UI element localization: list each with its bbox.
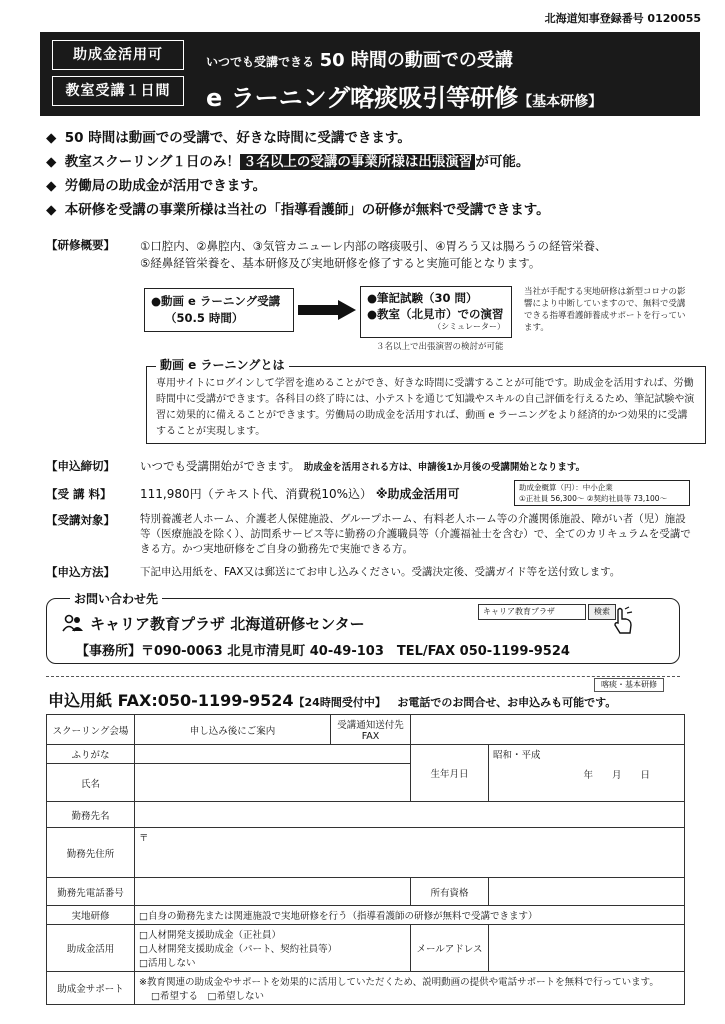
cut-line [46, 676, 680, 677]
deadline-text: いつでも受講開始ができます。 助成金を活用される方は、申請後1か月後の受講開始となります。 [140, 459, 586, 473]
fee-subsidy-box: 助成金概算（円）：中小企業 ①正社員 56,300～ ②契約社員等 73,100～ [514, 480, 690, 506]
classroom-badge: 教室受講１日間 [52, 76, 184, 106]
phone-field[interactable] [135, 878, 411, 906]
fee-label: 【受 講 料】 [46, 487, 112, 501]
overview-label: 【研修概要】 [46, 238, 115, 252]
furigana-field[interactable] [135, 745, 411, 764]
fax-label: 受講通知送付先FAX [331, 715, 411, 745]
flow-arrow-icon [298, 300, 356, 320]
diamond-icon: ◆ [46, 154, 57, 170]
address-field[interactable]: 〒 [135, 828, 685, 878]
feature-item: ◆ 教室スクーリング１日のみ！ ３名以上の受講の事業所様は出張演習 が可能。 [46, 150, 706, 174]
email-field[interactable] [489, 925, 685, 972]
schooling-label: スクーリング会場 [47, 715, 135, 745]
flow-under-note: ３名以上で出張演習の検討が可能 [376, 342, 504, 352]
contact-org: キャリア教育プラザ 北海道研修センター [90, 615, 365, 633]
registration-number: 北海道知事登録番号 0120055 [544, 12, 701, 25]
highlight-text: ３名以上の受講の事業所様は出張演習 [240, 154, 476, 170]
qualification-label: 所有資格 [411, 878, 489, 906]
qualification-field[interactable] [489, 878, 685, 906]
subsidy-badge: 助成金活用可 [52, 40, 184, 70]
feature-item: ◆ 50 時間は動画での受講で、好きな時間に受講できます。 [46, 126, 706, 150]
header-banner [40, 32, 700, 116]
address-label: 勤務先住所 [47, 828, 135, 878]
diamond-icon: ◆ [46, 130, 57, 146]
feature-item: ◆ 労働局の助成金が活用できます。 [46, 174, 706, 198]
method-label: 【申込方法】 [46, 565, 115, 579]
target-label: 【受講対象】 [46, 513, 115, 527]
form-title: 申込用紙 FAX:050-1199-9524【24時間受付中】 お電話でのお問合せ、お申込みも可能です。 [48, 691, 617, 710]
banner-line1: いつでも受講できる 50 時間の動画での受講 [206, 50, 513, 71]
search-button[interactable]: 検索 [588, 604, 616, 620]
elearning-title: 動画 e ラーニングとは [156, 356, 289, 373]
birthdate-label: 生年月日 [411, 745, 489, 802]
fax-field[interactable] [411, 715, 685, 745]
subsidy-label: 助成金活用 [47, 925, 135, 972]
feature-item: ◆ 本研修を受講の事業所様は当社の「指導看護師」の研修が無料で受講できます。 [46, 198, 706, 222]
diamond-icon: ◆ [46, 202, 57, 218]
pointer-hand-icon [612, 606, 634, 636]
deadline-label: 【申込締切】 [46, 459, 115, 473]
workplace-field[interactable] [135, 802, 685, 828]
overview-text: ①口腔内、②鼻腔内、③気管カニューレ内部の喀痰吸引、④胃ろう又は腸ろうの経管栄養、 ⑤経鼻経管栄養を、基本研修及び実地研修を修了すると実施可能となります。 [140, 239, 607, 270]
contact-address: 【事務所】〒090-0063 北見市清見町 40-49-103 TEL/FAX 050-1199-9524 [76, 644, 570, 659]
support-field[interactable]: ※教育関連の助成金やサポートを効果的に活用していただくため、説明動画の提供や電話サポートを無料で行っています。 □希望する □希望しない [135, 972, 685, 1005]
name-field[interactable] [135, 764, 411, 802]
furigana-label: ふりがな [47, 745, 135, 764]
email-label: メールアドレス [411, 925, 489, 972]
diamond-icon: ◆ [46, 178, 57, 194]
flow-side-note: 当社が手配する実地研修は新型コロナの影響により中断していますので、無料で受講できる指導看護師養成サポートを行っています。 [524, 287, 686, 333]
birthdate-field[interactable]: 昭和・平成 年 月 日 [489, 745, 685, 802]
subsidy-options[interactable]: □人材開発支援助成金（正社員） □人材開発支援助成金（パート、契約社員等） □活用しない [135, 925, 411, 972]
search-box[interactable]: キャリア教育プラザ [478, 604, 586, 620]
schooling-value: 申し込み後にご案内 [135, 715, 331, 745]
target-text: 特別養護老人ホーム、介護老人保健施設、グループホーム、有料老人ホーム等の介護関係施設、障がい者（児）施設等（医療施設を除く）、訪問系サービス等に勤務の介護職員等（介護福祉士を含む）で、全てのカリキュラムを受講できる方。かつ実地研修をご自身の勤務先で実施できる方。 [140, 513, 691, 555]
name-label: 氏名 [47, 764, 135, 802]
phone-label: 勤務先電話番号 [47, 878, 135, 906]
application-form [46, 714, 685, 1005]
elearning-body: 専用サイトにログインして学習を進めることができ、好きな時間に受講することが可能です。助成金を活用すれば、労働時間中に受講ができます。各科目の終了時には、小テストを通じて知識やスキルの自己評価を行えるため、筆記試験や演習に効果的に備えることができます。労働局の助成金を活用すれば、動画 e ラーニングをより経済的かつ効果的に受講することが実現します。 [156, 378, 695, 437]
contact-title: お問い合わせ先 [70, 590, 162, 607]
flow-exam-box: ●筆記試験（30 問） ●教室（北見市）での演習 （シミュレーター） [360, 286, 512, 338]
practical-checkbox[interactable]: □自身の勤務先または関連施設で実地研修を行う（指導看護師の研修が無料で受講できます） [135, 906, 685, 925]
form-code: 喀痰・基本研修 [594, 678, 664, 692]
people-icon [62, 614, 84, 632]
support-label: 助成金サポート [47, 972, 135, 1005]
fee-text: 111,980円（テキスト代、消費税10%込） ※助成金活用可 [140, 487, 460, 501]
practical-label: 実地研修 [47, 906, 135, 925]
banner-title: e ラーニング喀痰吸引等研修【基本研修】 [206, 84, 603, 112]
method-text: 下記申込用紙を、FAX又は郵送にてお申し込みください。受講決定後、受講ガイド等を送付致します。 [140, 566, 621, 578]
flow-elearning-box: ●動画 e ラーニング受講 （50.5 時間） [144, 288, 294, 332]
workplace-label: 勤務先名 [47, 802, 135, 828]
feature-list [46, 126, 706, 222]
